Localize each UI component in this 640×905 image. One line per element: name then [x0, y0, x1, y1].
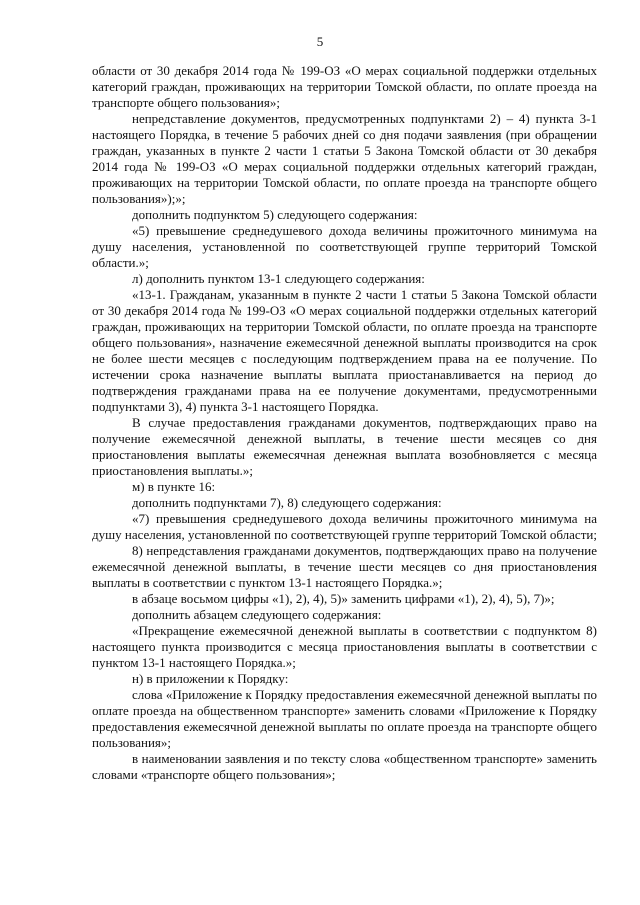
- paragraph: «13-1. Гражданам, указанным в пункте 2 части 1 статьи 5 Закона Томской области от 30 декабря 2014 года № 199-ОЗ «О мерах социальной поддержки отдельных категорий граждан, проживающих на территории Томской области, по оплате проезда на транспорте общего пользования», назначение ежемесячной денежной выплаты производится на срок не более шести месяцев с последующим подтверждением права на ее получение. По истечении срока назначение выплаты выплата приостанавливается на период до подтверждения гражданами права на ее получение документами, предусмотренными подпунктами 3), 4) пункта 3-1 настоящего Порядка.: [92, 287, 597, 414]
- paragraph: л) дополнить пунктом 13-1 следующего содержания:: [132, 271, 425, 286]
- paragraph: н) в приложении к Порядку:: [132, 671, 289, 686]
- paragraph: В случае предоставления гражданами документов, подтверждающих право на получение ежемесячной денежной выплаты, в течение шести месяцев со дня приостановления выплаты ежемесячная денежная выплата возобновляется с месяца приостановления выплаты.»;: [92, 415, 597, 478]
- paragraph: м) в пункте 16:: [132, 479, 216, 494]
- paragraph: дополнить подпунктами 7), 8) следующего содержания:: [132, 495, 442, 510]
- paragraph: в наименовании заявления и по тексту слова «общественном транспорте» заменить словами «транспорте общего пользования»;: [92, 751, 597, 782]
- paragraph: 8) непредставления гражданами документов, подтверждающих право на получение ежемесячной денежной выплаты, в течение шести месяцев со дня приостановления выплаты в соответствии с пунктом 13-1 настоящего Порядка.»;: [92, 543, 597, 590]
- document-body: [92, 63, 597, 783]
- paragraph: области от 30 декабря 2014 года № 199-ОЗ «О мерах социальной поддержки отдельных категорий граждан, проживающих на территории Томской области, по оплате проезда на транспорте общего пользования»;: [92, 63, 597, 110]
- paragraph: дополнить подпунктом 5) следующего содержания:: [132, 207, 418, 222]
- page-number: 5: [316, 34, 324, 49]
- paragraph: «5) превышение среднедушевого дохода величины прожиточного минимума на душу населения, установленной по соответствующей группе территорий Томской области.»;: [92, 223, 597, 270]
- paragraph: в абзаце восьмом цифры «1), 2), 4), 5)» заменить цифрами «1), 2), 4), 5), 7)»;: [132, 591, 555, 606]
- paragraph: слова «Приложение к Порядку предоставления ежемесячной денежной выплаты по оплате проезда на общественном транспорте» заменить словами «Приложение к Порядку предоставления ежемесячной денежной выплаты по оплате проезда на транспорте общего пользования»;: [92, 687, 597, 750]
- paragraph: «Прекращение ежемесячной денежной выплаты в соответствии с подпунктом 8) настоящего пункта производится с месяца приостановления выплаты в соответствии с пунктом 13-1 настоящего Порядка.»;: [92, 623, 597, 670]
- paragraph: непредставление документов, предусмотренных подпунктами 2) – 4) пункта 3-1 настоящего Порядка, в течение 5 рабочих дней со дня подачи заявления (при обращении граждан, указанных в пункте 2 части 1 статьи 5 Закона Томской области от 30 декабря 2014 года № 199-ОЗ «О мерах социальной поддержки отдельных категорий граждан, проживающих на территории Томской области, по оплате проезда на транспорте общего пользования»);»;: [92, 111, 597, 206]
- paragraph: «7) превышения среднедушевого дохода величины прожиточного минимума на душу населения, установленной по соответствующей группе территорий Томской области;: [92, 511, 597, 542]
- paragraph: дополнить абзацем следующего содержания:: [132, 607, 382, 622]
